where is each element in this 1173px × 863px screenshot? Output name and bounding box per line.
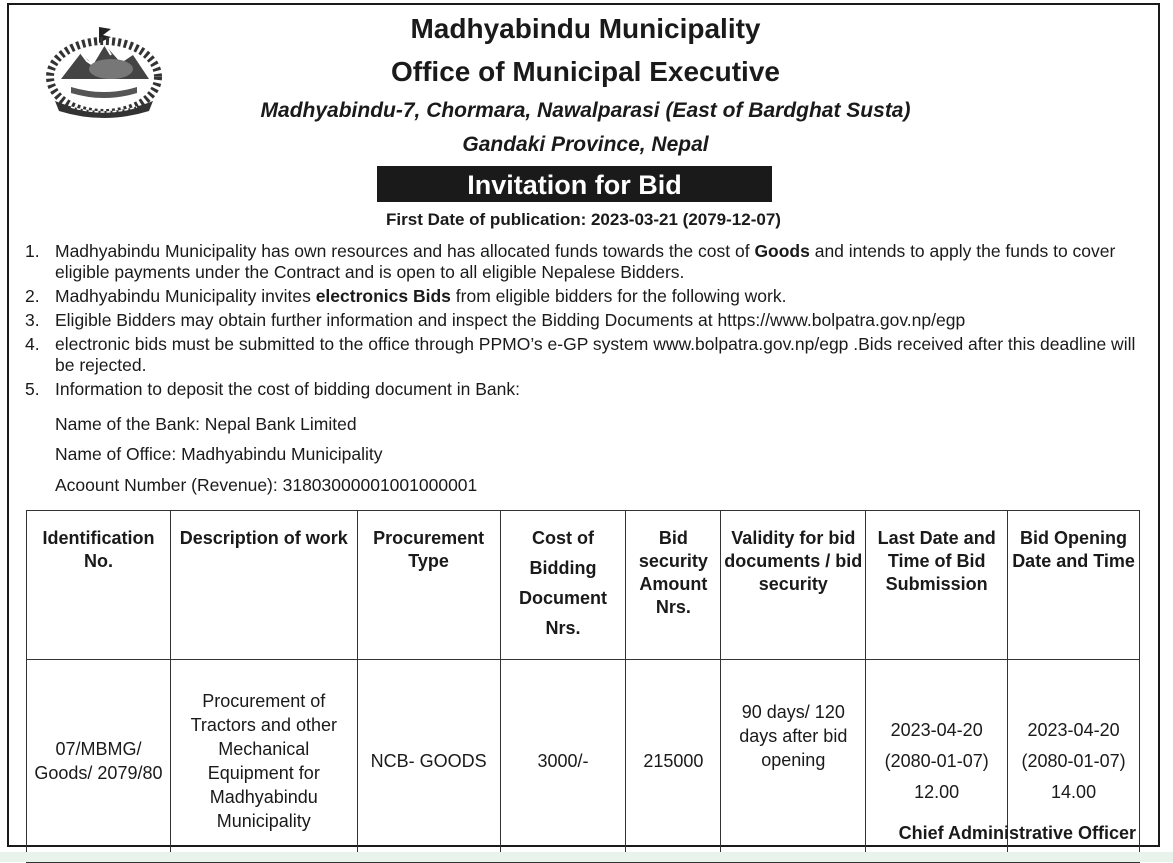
cell-type: NCB- GOODS — [357, 660, 500, 863]
address-line-1: Madhyabindu-7, Chormara, Nawalparasi (East of Bardghat Susta) — [260, 99, 911, 122]
header-procurement-type: Procurement Type — [357, 511, 500, 660]
list-item: 3. Eligible Bidders may obtain further information and inspect the Bidding Documents at https://www.bolpatra.gov.np/egp — [25, 310, 966, 330]
list-item: 4. electronic bids must be submitted to the office through PPMO’s e-GP system www.bolpatra.gov.np/egp .Bids received after this deadline will be rejected. — [25, 334, 1136, 375]
header-description: Description of work — [170, 511, 357, 660]
org-name: Madhyabindu Municipality — [410, 13, 761, 44]
bottom-strip — [0, 852, 1173, 862]
bank-account: Acoount Number (Revenue): 31803000001001000001 — [55, 475, 478, 495]
notice-page — [7, 3, 1160, 847]
cell-last-date: 2023-04-20 (2080-01-07) 12.00 — [866, 660, 1008, 863]
list-item: 2. Madhyabindu Municipality invites electronics Bids from eligible bidders for the following work. — [25, 286, 787, 306]
signatory: Chief Administrative Officer — [898, 823, 1136, 843]
cell-opening-date: 2023-04-20 (2080-01-07) 14.00 — [1008, 660, 1140, 863]
bank-office: Name of Office: Madhyabindu Municipality — [55, 444, 383, 464]
notice-items — [25, 241, 1155, 403]
header-last-date: Last Date and Time of Bid Submission — [866, 511, 1008, 660]
cell-id: 07/MBMG/ Goods/ 2079/80 — [27, 660, 171, 863]
cell-security: 215000 — [626, 660, 721, 863]
bid-table — [26, 510, 1140, 863]
notice-title: Invitation for Bid — [377, 166, 772, 202]
office-name: Office of Municipal Executive — [391, 56, 780, 87]
header-opening-date: Bid Opening Date and Time — [1008, 511, 1140, 660]
cell-validity: 90 days/ 120 days after bid opening — [721, 660, 866, 863]
list-item: 1. Madhyabindu Municipality has own resources and has allocated funds towards the cost of Goods and intends to apply the funds to cover eligible payments under the Contract and is open to all eligible Nepalese Bidders. — [25, 241, 1116, 282]
header-validity: Validity for bid documents / bid security — [721, 511, 866, 660]
bank-name: Name of the Bank: Nepal Bank Limited — [55, 414, 357, 434]
address-line-2: Gandaki Province, Nepal — [462, 133, 709, 156]
list-item: 5. Information to deposit the cost of bidding document in Bank: — [25, 379, 521, 399]
table-header-row — [27, 511, 1140, 660]
cell-cost: 3000/- — [500, 660, 626, 863]
header-identification: Identification No. — [27, 511, 171, 660]
header-cost: Cost of Bidding Document Nrs. — [500, 511, 626, 660]
header-security: Bid security Amount Nrs. — [626, 511, 721, 660]
publication-date: First Date of publication: 2023-03-21 (2079-12-07) — [386, 210, 781, 229]
cell-description: Procurement of Tractors and other Mechanical Equipment for Madhyabindu Municipality — [170, 660, 357, 863]
